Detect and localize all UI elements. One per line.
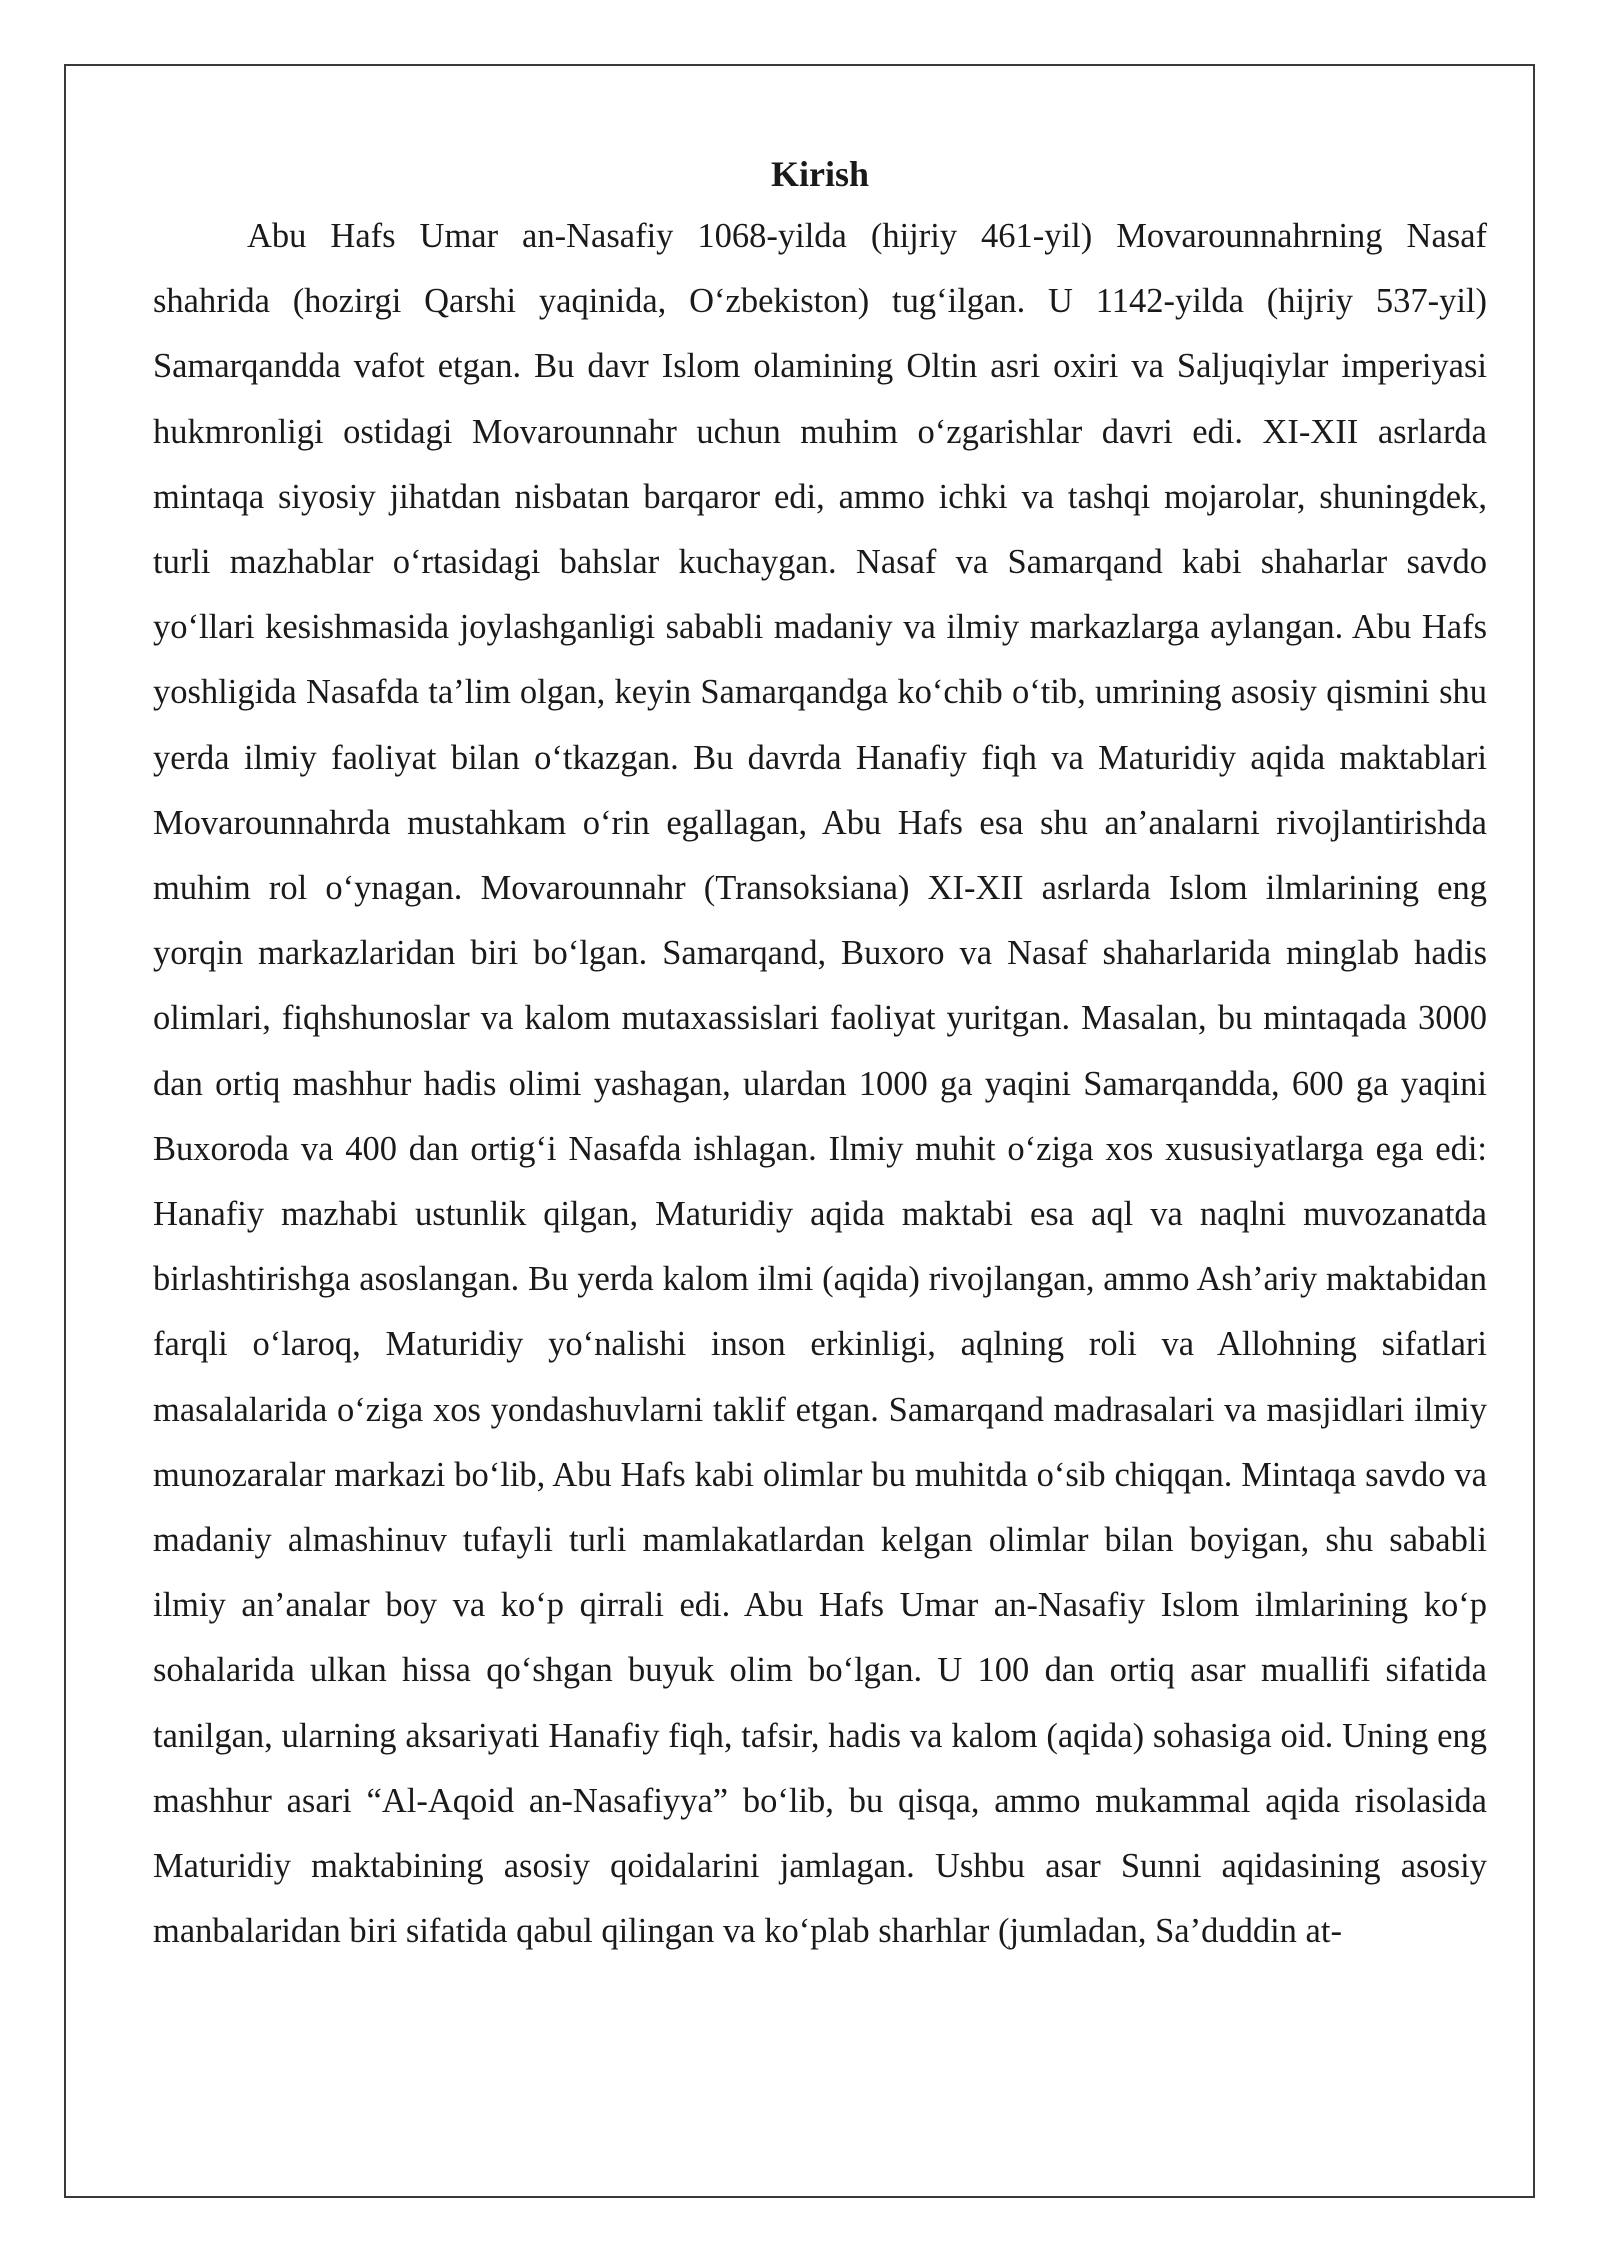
body-paragraph: Abu Hafs Umar an-Nasafiy 1068-yilda (hijriy 461-yil) Movarounnahrning Nasaf shahrida (hozirgi Qarshi yaqinida, O‘zbekiston) tug‘ilgan. U 1142-yilda (hijriy 537-yil) Samarqandda vafot etgan. Bu davr Islom olamining Oltin asri oxiri va Saljuqiylar imperiyasi hukmronligi ostidagi Movarounnahr uchun muhim o‘zgarishlar davri edi. XI-XII asrlarda mintaqa siyosiy jihatdan nisbatan barqaror edi, ammo ichki va tashqi mojarolar, shuningdek, turli mazhablar o‘rtasidagi bahslar kuchaygan. Nasaf va Samarqand kabi shaharlar savdo yo‘llari kesishmasida joylashganligi sababli madaniy va ilmiy markazlarga aylangan. Abu Hafs yoshligida Nasafda ta’lim olgan, keyin Samarqandga ko‘chib o‘tib, umrining asosiy qismini shu yerda ilmiy faoliyat bilan o‘tkazgan. Bu davrda Hanafiy fiqh va Maturidiy aqida maktablari Movarounnahrda mustahkam o‘rin egallagan, Abu Hafs esa shu an’analarni rivojlantirishda muhim rol o‘ynagan. Movarounnahr (Transoksiana) XI-XII asrlarda Islom ilmlarining eng yorqin markazlaridan biri bo‘lgan. Samarqand, Buxoro va Nasaf shaharlarida minglab hadis olimlari, fiqhshunoslar va kalom mutaxassislari faoliyat yuritgan. Masalan, bu mintaqada 3000 dan ortiq mashhur hadis olimi yashagan, ulardan 1000 ga yaqini Samarqandda, 600 ga yaqini Buxoroda va 400 dan ortig‘i Nasafda ishlagan. Ilmiy muhit o‘ziga xos xususiyatlarga ega edi: Hanafiy mazhabi ustunlik qilgan, Maturidiy aqida maktabi esa aql va naqlni muvozanatda birlashtirishga asoslangan. Bu yerda kalom ilmi (aqida) rivojlangan, ammo Ash’ariy maktabidan farqli o‘laroq, Maturidiy yo‘nalishi inson erkinligi, aqlning roli va Allohning sifatlari masalalarida o‘ziga xos yondashuvlarni taklif etgan. Samarqand madrasalari va masjidlari ilmiy munozaralar markazi bo‘lib, Abu Hafs kabi olimlar bu muhitda o‘sib chiqqan. Mintaqa savdo va madaniy almashinuv tufayli turli mamlakatlardan kelgan olimlar bilan boyigan, shu sababli ilmiy an’analar boy va ko‘p qirrali edi. Abu Hafs Umar an-Nasafiy Islom ilmlarining ko‘p sohalarida ulkan hissa qo‘shgan buyuk olim bo‘lgan. U 100 dan ortiq asar muallifi sifatida tanilgan, ularning aksariyati Hanafiy fiqh, tafsir, hadis va kalom (aqida) sohasiga oid. Uning eng mashhur asari “Al-Aqoid an-Nasafiyya” bo‘lib, bu qisqa, ammo mukammal aqida risolasida Maturidiy maktabining asosiy qoidalarini jamlagan. Ushbu asar Sunni aqidasining asosiy manbalaridan biri sifatida qabul qilingan va ko‘plab sharhlar (jumladan, Sa’duddin at- xyxy=(153,217,1487,1951)
document-title: Kirish xyxy=(770,154,869,194)
document-body xyxy=(153,148,1487,1964)
